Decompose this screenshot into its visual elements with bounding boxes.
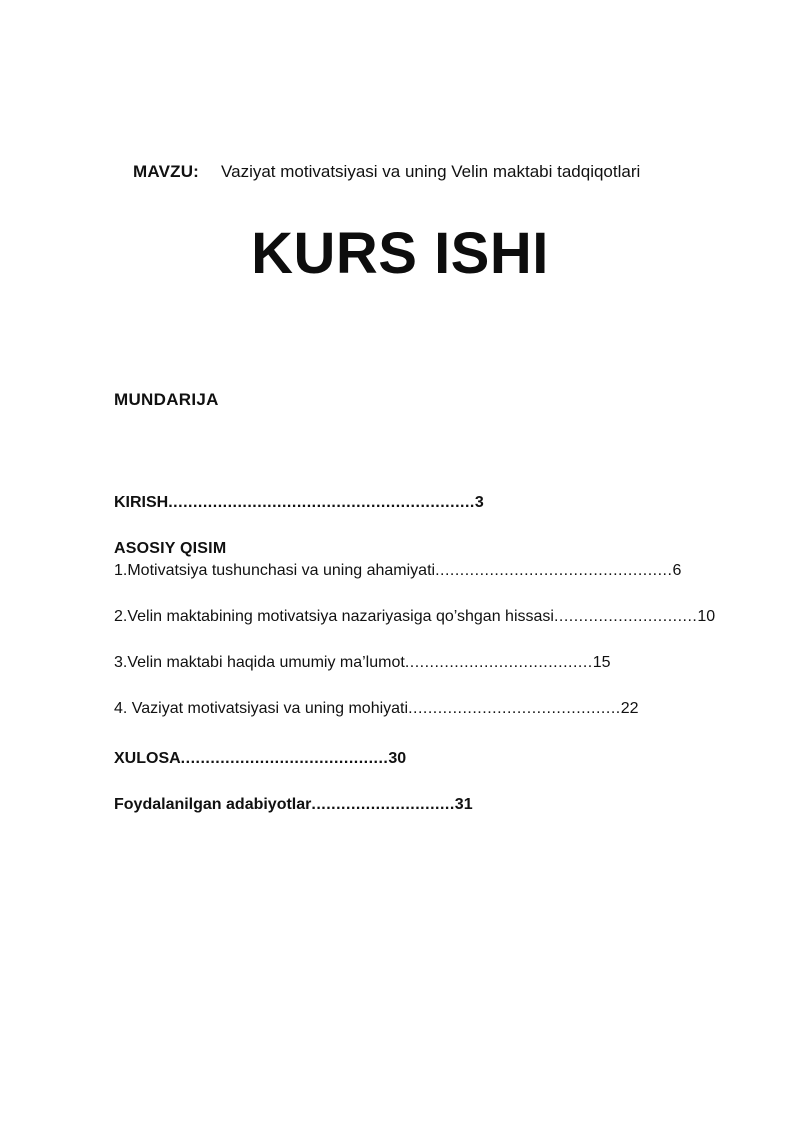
toc-dot-leader: ........................................... bbox=[408, 700, 621, 717]
toc-entry-references bbox=[114, 794, 774, 816]
toc-page-number: 22 bbox=[620, 700, 639, 717]
toc-page-number: 3 bbox=[474, 494, 484, 511]
toc-dot-leader: .......................................... bbox=[180, 750, 389, 767]
toc-dot-leader: ............................. bbox=[553, 608, 698, 625]
toc-entry-kirish bbox=[114, 492, 774, 514]
toc-entry-1 bbox=[114, 560, 774, 582]
toc-entry-2 bbox=[114, 606, 774, 628]
toc-page-number: 10 bbox=[697, 608, 716, 625]
contents-heading: MUNDARIJA bbox=[114, 390, 219, 409]
subject-value: Vaziyat motivatsiyasi va uning Velin maktabi tadqiqotlari bbox=[221, 162, 641, 181]
toc-entry-label: 1.Motivatsiya tushunchasi va uning ahamiyati bbox=[114, 562, 436, 579]
toc-entry-label: XULOSA bbox=[114, 750, 181, 767]
toc-entry-3 bbox=[114, 652, 774, 674]
toc-entry-xulosa bbox=[114, 748, 774, 770]
toc-page-number: 6 bbox=[672, 562, 682, 579]
document-title: KURS ISHI bbox=[251, 221, 549, 286]
subject-label: MAVZU: bbox=[133, 162, 200, 181]
toc-entry-label: 3.Velin maktabi haqida umumiy ma’lumot bbox=[114, 654, 405, 671]
subject-line bbox=[133, 160, 640, 184]
toc-dot-leader: ............................. bbox=[311, 796, 455, 813]
toc-dot-leader: ................................................ bbox=[435, 562, 673, 579]
toc-page-number: 15 bbox=[592, 654, 611, 671]
toc-entry-4 bbox=[114, 698, 774, 720]
toc-page-number: 31 bbox=[454, 796, 473, 813]
toc-page-number: 30 bbox=[388, 750, 407, 767]
toc-dot-leader: ...................................... bbox=[404, 654, 593, 671]
toc-section-heading: ASOSIY QISIM bbox=[114, 540, 227, 557]
toc-entry-label: Foydalanilgan adabiyotlar bbox=[114, 796, 312, 813]
toc-entry-label: 2.Velin maktabining motivatsiya nazariyasiga qo’shgan hissasi bbox=[114, 608, 554, 625]
toc-entry-label: KIRISH bbox=[114, 494, 169, 511]
table-of-contents bbox=[114, 492, 774, 816]
toc-dot-leader: .............................................................. bbox=[168, 494, 475, 511]
toc-entry-label: 4. Vaziyat motivatsiyasi va uning mohiyati bbox=[114, 700, 409, 717]
